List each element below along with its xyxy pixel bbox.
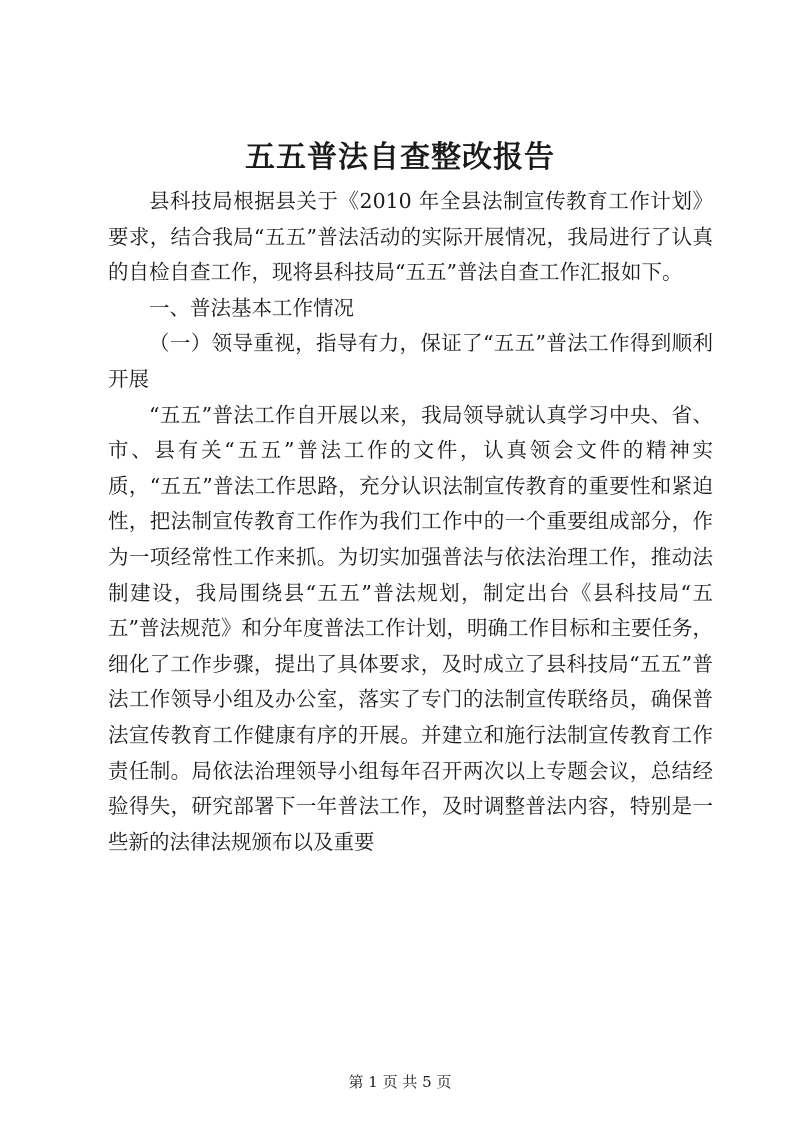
section-heading: 一、普法基本工作情况 xyxy=(149,295,354,320)
page-footer: 第 1 页 共 5 页 xyxy=(348,1073,452,1091)
intro-paragraph: 县科技局根据县关于《2010 年全县法制宣传教育工作计划》要求，结合我局“五五”普法活动的实际开展情况，我局进行了认真的自检自查工作，现将县科技局“五五”普法自查工作汇报如下。 xyxy=(108,189,713,285)
document-title: 五五普法自查整改报告 xyxy=(245,140,555,175)
body-paragraph: “五五”普法工作自开展以来，我局领导就认真学习中央、省、市、县有关“五五”普法工作的文件，认真领会文件的精神实质，“五五”普法工作思路，充分认识法制宣传教育的重要性和紧迫性，把法制宣传教育工作作为我们工作中的一个重要组成部分，作为一项经常性工作来抓。为切实加强普法与依法治理工作，推动法制建设，我局围绕县“五五”普法规划，制定出台《县科技局“五五”普法规范》和分年度普法工作计划，明确工作目标和主要任务，细化了工作步骤，提出了具体要求，及时成立了县科技局“五五”普法工作领导小组及办公室，落实了专门的法制宣传联络员，确保普法宣传教育工作健康有序的开展。并建立和施行法制宣传教育工作责任制。局依法治理领导小组每年召开两次以上专题会议，总结经验得失，研究部署下一年普法工作，及时调整普法内容，特别是一些新的法律法规颁布以及重要 xyxy=(108,402,713,854)
document-body xyxy=(108,184,713,860)
subsection-heading: （一）领导重视，指导有力，保证了“五五”普法工作得到顺利开展 xyxy=(108,331,713,391)
